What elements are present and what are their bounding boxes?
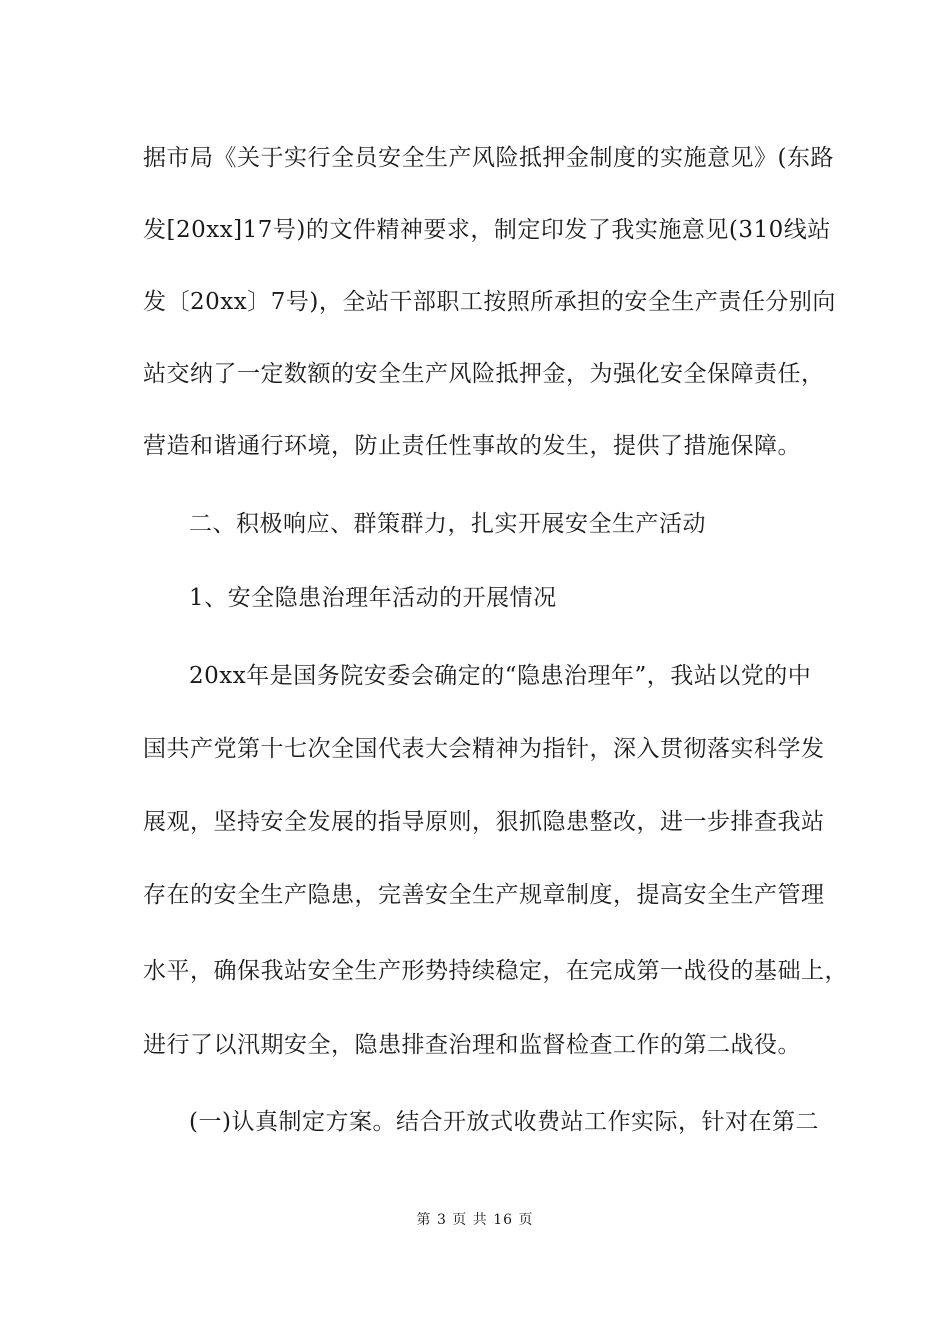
page-number-footer: 第 3 页 共 16 页: [416, 1212, 534, 1228]
body-line-1: 据市局《关于实行全员安全生产风险抵押金制度的实施意见》(东路: [143, 145, 834, 171]
body-line-8: 20xx年是国务院安委会确定的“隐患治理年”，我站以党的中: [189, 663, 812, 689]
subsection-heading: 1、安全隐患治理年活动的开展情况: [189, 585, 557, 611]
body-line-2: 发[20xx]17号)的文件精神要求，制定印发了我实施意见(310线站: [143, 217, 831, 243]
body-line-5: 营造和谐通行环境，防止责任性事故的发生，提供了措施保障。: [143, 433, 801, 459]
body-line-9: 国共产党第十七次全国代表大会精神为指针，深入贯彻落实科学发: [143, 736, 825, 762]
body-line-10: 展观，坚持安全发展的指导原则，狠抓隐患整改，进一步排查我站: [143, 809, 825, 835]
body-line-13: 进行了以汛期安全，隐患排查治理和监督检查工作的第二战役。: [143, 1032, 801, 1058]
body-line-11: 存在的安全生产隐患，完善安全生产规章制度，提高安全生产管理: [143, 882, 825, 908]
section-heading: 二、积极响应、群策群力，扎实开展安全生产活动: [189, 511, 706, 537]
body-line-14: (一)认真制定方案。结合开放式收费站工作实际，针对在第二: [189, 1109, 819, 1135]
body-line-3: 发〔20xx〕7号)，全站干部职工按照所承担的安全生产责任分别向: [143, 289, 836, 315]
body-line-4: 站交纳了一定数额的安全生产风险抵押金，为强化安全保障责任，: [143, 361, 825, 387]
body-line-12: 水平，确保我站安全生产形势持续稳定，在完成第一战役的基础上，: [143, 958, 848, 984]
